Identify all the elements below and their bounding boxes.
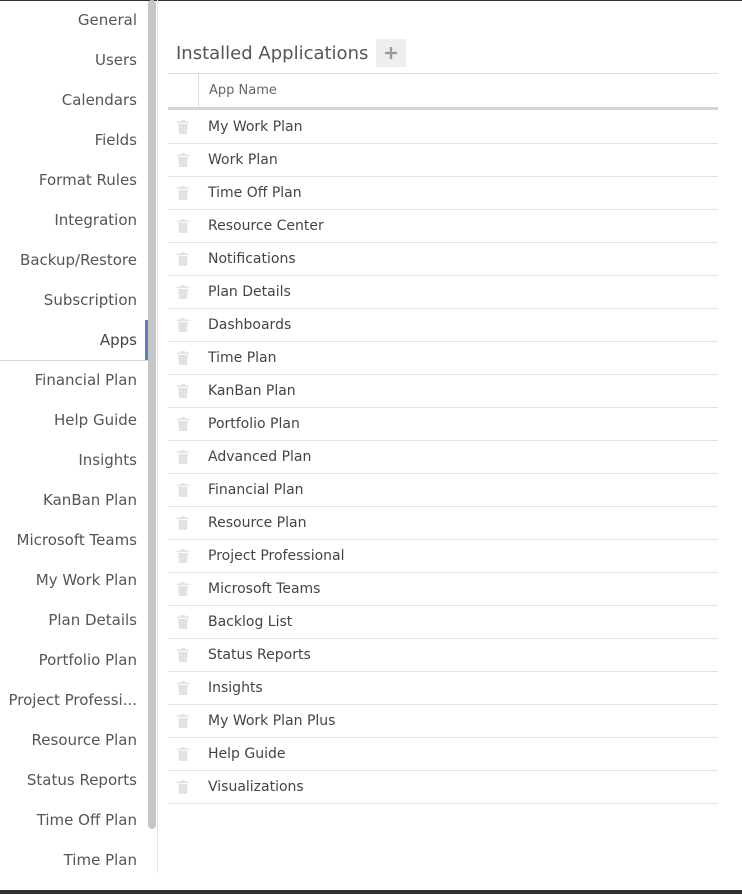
sidebar-item-users[interactable]: Users <box>94 51 137 69</box>
app-name-cell: Backlog List <box>208 614 293 630</box>
sidebar-item-general[interactable]: General <box>77 11 137 29</box>
trash-icon[interactable] <box>168 219 198 233</box>
trash-icon[interactable] <box>168 153 198 167</box>
app-name-cell: Time Off Plan <box>208 185 302 201</box>
sidebar-app-item-my-work-plan[interactable]: My Work Plan <box>35 571 137 589</box>
app-name-cell: Project Professional <box>208 548 345 564</box>
table-row <box>168 375 718 408</box>
sidebar-item-fields[interactable]: Fields <box>94 131 137 149</box>
sidebar-app-item-kanban-plan[interactable]: KanBan Plan <box>43 491 137 509</box>
trash-icon[interactable] <box>168 648 198 662</box>
trash-icon[interactable] <box>168 285 198 299</box>
trash-icon[interactable] <box>168 681 198 695</box>
table-row <box>168 540 718 573</box>
sidebar-item-subscription[interactable]: Subscription <box>43 291 137 309</box>
sidebar-app-item-portfolio-plan[interactable]: Portfolio Plan <box>38 651 137 669</box>
table-row <box>168 144 718 177</box>
sidebar-app-item-insights[interactable]: Insights <box>78 451 137 469</box>
sidebar-item-calendars[interactable]: Calendars <box>61 91 137 109</box>
sidebar-item-apps[interactable]: Apps <box>0 320 148 360</box>
app-name-cell: Plan Details <box>208 284 291 300</box>
trash-icon[interactable] <box>168 747 198 761</box>
delete-column-header <box>168 74 199 107</box>
app-name-cell: Notifications <box>208 251 296 267</box>
sidebar-item-backup-restore[interactable]: Backup/Restore <box>20 251 137 269</box>
app-name-cell: Status Reports <box>208 647 311 663</box>
app-name-cell: Financial Plan <box>208 482 304 498</box>
sidebar-app-item-project-professi[interactable]: Project Professi... <box>8 691 137 709</box>
sidebar-app-item-resource-plan[interactable]: Resource Plan <box>31 731 137 749</box>
table-row <box>168 210 718 243</box>
trash-icon[interactable] <box>168 780 198 794</box>
settings-sidebar <box>0 0 157 873</box>
app-name-cell: Visualizations <box>208 779 304 795</box>
table-row <box>168 276 718 309</box>
trash-icon[interactable] <box>168 450 198 464</box>
sidebar-app-item-microsoft-teams[interactable]: Microsoft Teams <box>16 531 137 549</box>
trash-icon[interactable] <box>168 186 198 200</box>
add-app-button[interactable] <box>376 39 406 67</box>
table-row <box>168 771 718 804</box>
app-name-column-header[interactable]: App Name <box>209 83 277 98</box>
table-header-row <box>168 73 718 110</box>
trash-icon[interactable] <box>168 384 198 398</box>
app-name-cell: Work Plan <box>208 152 278 168</box>
table-row <box>168 441 718 474</box>
table-row <box>168 408 718 441</box>
table-row <box>168 672 718 705</box>
table-row <box>168 573 718 606</box>
table-row <box>168 110 718 144</box>
page-header <box>176 38 406 68</box>
sidebar-item-integration[interactable]: Integration <box>54 211 137 229</box>
sidebar-app-item-plan-details[interactable]: Plan Details <box>48 611 137 629</box>
trash-icon[interactable] <box>168 516 198 530</box>
app-name-cell: My Work Plan <box>208 118 303 135</box>
plus-icon <box>385 47 397 59</box>
app-name-cell: Dashboards <box>208 317 292 333</box>
trash-icon[interactable] <box>168 252 198 266</box>
table-row <box>168 705 718 738</box>
app-name-cell: Advanced Plan <box>208 449 312 465</box>
app-name-cell: Resource Plan <box>208 515 307 531</box>
trash-icon[interactable] <box>168 714 198 728</box>
table-row <box>168 342 718 375</box>
table-row <box>168 507 718 540</box>
trash-icon[interactable] <box>168 582 198 596</box>
app-name-cell: Resource Center <box>208 218 324 234</box>
sidebar-app-item-financial-plan[interactable]: Financial Plan <box>34 371 137 389</box>
sidebar-app-item-time-plan[interactable]: Time Plan <box>63 851 137 869</box>
app-name-cell: Microsoft Teams <box>208 581 321 597</box>
table-row <box>168 606 718 639</box>
sidebar-divider-line <box>0 360 148 361</box>
trash-icon[interactable] <box>168 549 198 563</box>
table-row <box>168 243 718 276</box>
table-row <box>168 474 718 507</box>
trash-icon[interactable] <box>168 483 198 497</box>
trash-icon[interactable] <box>168 615 198 629</box>
trash-icon[interactable] <box>168 351 198 365</box>
page-title: Installed Applications <box>176 42 369 64</box>
window-bottom-border <box>0 890 742 894</box>
sidebar-nav-list <box>0 0 148 880</box>
sidebar-scrollbar-thumb[interactable] <box>148 0 156 829</box>
table-row <box>168 738 718 771</box>
sidebar-app-item-help-guide[interactable]: Help Guide <box>53 411 137 429</box>
trash-icon[interactable] <box>168 120 198 134</box>
app-name-cell: Time Plan <box>208 350 277 366</box>
app-name-cell: Insights <box>208 680 263 696</box>
table-body <box>168 110 718 804</box>
app-name-cell: KanBan Plan <box>208 383 296 399</box>
table-row <box>168 639 718 672</box>
sidebar-app-item-time-off-plan[interactable]: Time Off Plan <box>36 811 137 829</box>
app-name-cell: Help Guide <box>208 746 286 762</box>
app-name-cell: Portfolio Plan <box>208 416 300 432</box>
table-row <box>168 309 718 342</box>
sidebar-border <box>157 0 158 873</box>
sidebar-item-format-rules[interactable]: Format Rules <box>38 171 137 189</box>
sidebar-app-item-status-reports[interactable]: Status Reports <box>26 771 137 789</box>
trash-icon[interactable] <box>168 417 198 431</box>
installed-apps-table <box>168 73 718 804</box>
table-row <box>168 177 718 210</box>
app-name-cell: My Work Plan Plus <box>208 713 336 729</box>
trash-icon[interactable] <box>168 318 198 332</box>
